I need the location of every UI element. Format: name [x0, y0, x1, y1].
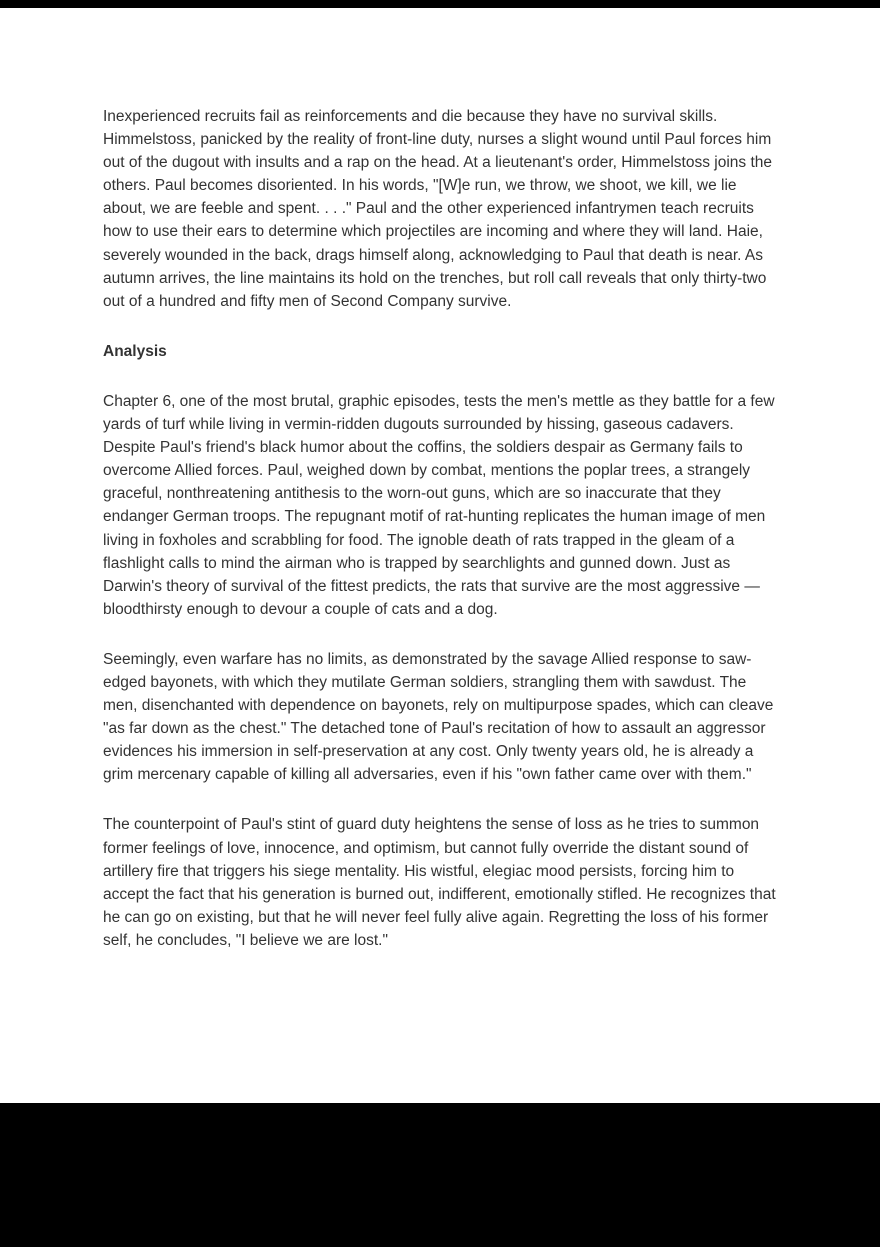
document-page	[0, 8, 880, 1103]
paragraph-analysis-1: Chapter 6, one of the most brutal, graphic episodes, tests the men's mettle as they battle for a few yards of turf while living in vermin-ridden dugouts surrounded by hissing, gaseous cadavers. Despite Paul's friend's black humor about the coffins, the soldiers despair as Germany fails to overcome Allied forces. Paul, weighed down by combat, mentions the poplar trees, a strangely graceful, nonthreatening antithesis to the worn-out guns, which are so inaccurate that they endanger German troops. The repugnant motif of rat-hunting replicates the human image of men living in foxholes and scrabbling for food. The ignoble death of rats trapped in the gleam of a flashlight calls to mind the airman who is trapped by searchlights and gunned down. Just as Darwin's theory of survival of the fittest predicts, the rats that survive are the most aggressive — bloodthirsty enough to devour a couple of cats and a dog.	[103, 392, 775, 618]
top-letterbox	[0, 0, 880, 8]
paragraph-chapter-summary: Inexperienced recruits fail as reinforcements and die because they have no survival skills. Himmelstoss, panicked by the reality of front-line duty, nurses a slight wound until Paul forces him out of the dugout with insults and a rap on the head. At a lieutenant's order, Himmelstoss joins the others. Paul becomes disoriented. In his words, "[W]e run, we throw, we shoot, we kill, we lie about, we are feeble and spent. . . ." Paul and the other experienced infantrymen teach recruits how to use their ears to determine which projectiles are incoming and where they will land. Haie, severely wounded in the back, drags himself along, acknowledging to Paul that death is near. As autumn arrives, the line maintains its hold on the trenches, but roll call reveals that only thirty-two out of a hundred and fifty men of Second Company survive.	[103, 108, 773, 310]
page-content	[103, 105, 777, 952]
bottom-letterbox	[0, 1103, 880, 1247]
section-heading-analysis: Analysis	[103, 342, 167, 360]
paragraph-analysis-2: Seemingly, even warfare has no limits, as demonstrated by the savage Allied response to saw-edged bayonets, with which they mutilate German soldiers, strangling them with sawdust. The men, disenchanted with dependence on bayonets, rely on multipurpose spades, which can cleave "as far down as the chest." The detached tone of Paul's recitation of how to assault an aggressor evidences his immersion in self-preservation at any cost. Only twenty years old, he is already a grim mercenary capable of killing all adversaries, even if his "own father came over with them."	[103, 650, 774, 784]
paragraph-analysis-3: The counterpoint of Paul's stint of guard duty heightens the sense of loss as he tries to summon former feelings of love, innocence, and optimism, but cannot fully override the distant sound of artillery fire that triggers his siege mentality. His wistful, elegiac mood persists, forcing him to accept the fact that his generation is burned out, indifferent, emotionally stifled. He recognizes that he can go on existing, but that he will never feel fully alive again. Regretting the loss of his former self, he concludes, "I believe we are lost."	[103, 816, 776, 949]
